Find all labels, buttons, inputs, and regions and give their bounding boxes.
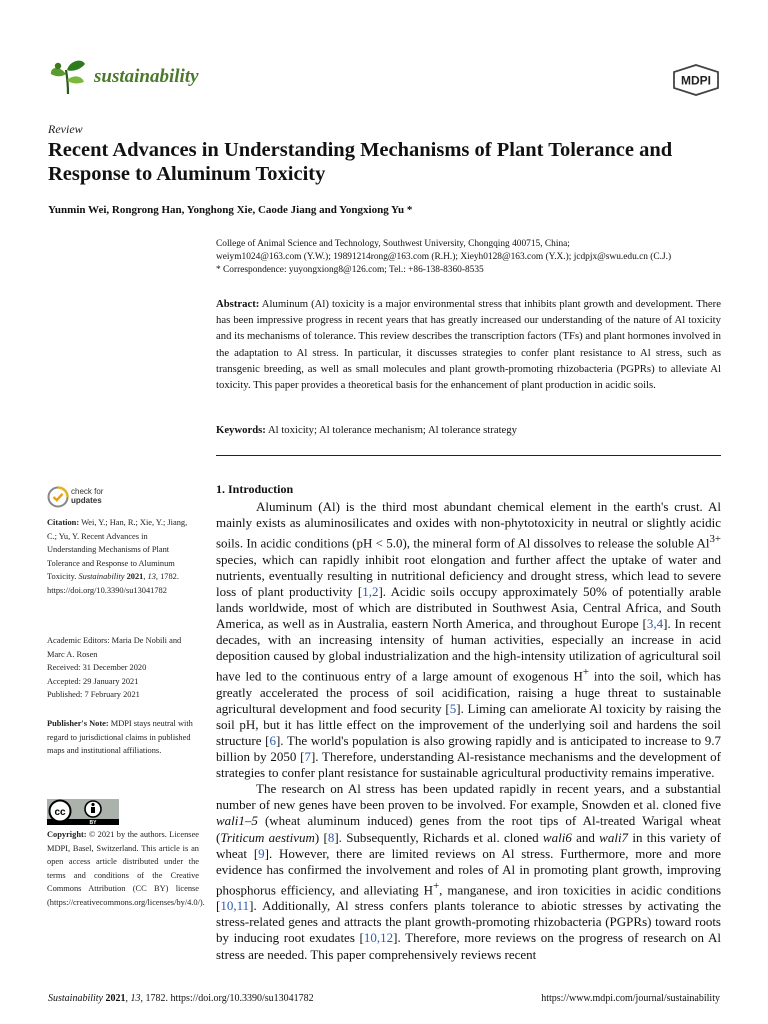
citation-link[interactable]: 10,11 [220,898,250,914]
citation-authors: Wei, Y.; Han, R.; Xie, Y.; Jiang, C.; Yu, Y. Recent Advances in Understanding Mechanisms of Plant Tolerance and Response to Aluminum Toxicity. [47,518,188,582]
publishers-note [47,717,199,758]
citation-link[interactable]: 10,12 [363,930,394,946]
copyright-text: © 2021 by the authors. Licensee MDPI, Basel, Switzerland. This article is an open access article distributed under the terms and conditions of the Creative Commons Attribution (CC BY) license (https://creativecommons.org/licenses/by/4.0/). [47,830,205,907]
citation-link[interactable]: 9 [258,845,265,861]
check-for-updates[interactable] [47,486,199,510]
received-date: Received: 31 December 2020 [47,663,147,673]
check-line2: updates [71,496,102,505]
abstract-text: Aluminum (Al) toxicity is a major environmental stress that inhibits plant growth and development. There has been impressive progress in recent years that has greatly increased our understanding of the nature of Al toxicity and its mechanisms of tolerance. This review describes the transcription factors (TFs) and plant hormones involved in the adaptation to Al stress. In particular, it discusses strategies to confer plant resistance to Al stress, such as transgenic breeding, as well as small molecules and plant growth-promoting rhizobacteria (PGPRs) to alleviate Al toxicity. This paper provides a theoretical basis for the enhancement of plant production in acidic soils. [216,298,721,392]
article-title: Recent Advances in Understanding Mechanisms of Plant Tolerance and Response to Aluminum Toxicity [48,139,673,185]
check-line1: check for [71,487,104,496]
citation-link[interactable]: 6 [269,732,276,748]
introduction-body [216,499,721,963]
citation-link[interactable]: 3,4 [646,615,664,631]
author-list: Yunmin Wei, Rongrong Han, Yonghong Xie, Caode Jiang and Yongxiong Yu * [48,204,413,216]
academic-editors: Academic Editors: Maria De Nobili and Marc A. Rosen [47,636,182,659]
copyright-label: Copyright: [47,830,87,839]
keywords-label: Keywords: [216,424,266,436]
citation-link[interactable]: 8 [327,829,335,845]
affiliation-emails: weiym1024@163.com (Y.W.); 19891214rong@163.com (R.H.); Xieyh0128@163.com (Y.X.); jcdpjx@swu.edu.cn (C.J.) [216,252,672,262]
abstract [216,296,721,393]
citation-link[interactable]: 7 [304,749,311,765]
citation-volume: 13 [147,572,156,582]
citation-link[interactable]: 5 [449,700,457,716]
svg-text:BY: BY [89,820,97,825]
journal-logo-icon [48,58,88,96]
affiliation-line: College of Animal Science and Technology, Southwest University, Chongqing 400715, China; [216,239,570,249]
affiliation-block [216,238,726,277]
citation-doi[interactable]: 1782. https://doi.org/10.3390/su13041782 [47,572,179,595]
citation-block: Citation: Wei, Y.; Han, R.; Xie, Y.; Jiang, C.; Yu, Y. Recent Advances in Understanding Mechanisms of Plant Tolerance and Response to Aluminum Toxicity. Sustainability 2021, 13, 1782. https://doi.org/10.3390/su13041782 [47,518,188,595]
accepted-date: Accepted: 29 January 2021 [47,676,139,686]
mdpi-logo[interactable] [672,64,720,96]
citation-year: 2021 [126,572,144,582]
keywords [216,422,721,438]
footer-citation: Sustainability 2021, 13, 1782. https://doi.org/10.3390/su13041782 [48,993,314,1004]
journal-header [48,58,720,98]
citation-journal: Sustainability [78,572,125,582]
svg-text:cc: cc [54,807,66,818]
intro-paragraph-2: The research on Al stress has been updated rapidly in recent years, and a substantial number of new genes have been proven to be involved. For example, Snowden et al. cloned five wali1–5 (wheat aluminum induced) genes from the root tips of Al-treated Warigal wheat (Triticum aestivum) [8]. Subsequently, Richards et al. cloned wali6 and wali7 in this variety of wheat [9]. However, there are limited reviews on Al stress. Furthermore, more and more evidence has confirmed the involvement and roles of Al in promoting plant growth, improving phosphorus efficiency, and alleviating H+, manganese, and iron toxicities in acidic conditions [10,11]. Additionally, Al stress confers plants tolerance to abiotic stresses by activating the stress-related genes and attracts the plant growth-promoting rhizobacteria (PGPRs) toward roots by inducing root exudates [10,12]. Therefore, more reviews on the progress of research on Al stress are needed. This paper comprehensively reviews recent [216,781,722,962]
section-heading: 1. Introduction [216,482,294,496]
citation-label: Citation: [47,518,80,527]
journal-name[interactable]: sustainability [94,66,199,87]
published-date: Published: 7 February 2021 [47,690,140,700]
editorial-info [47,634,199,702]
article-type: Review [48,122,83,136]
intro-paragraph-1: Aluminum (Al) is the third most abundant chemical element in the earth's crust. Al mainly exists as aluminosilicates and oxides with non-phytotoxicity in neutral or slightly acidic soils. In acidic conditions (pH < 5.0), the mineral form of Al dissolves to release the soluble $Al^{3+}$ species, which can rapidly inhibit root elongation and further affect the uptake of water and nutrients, eventually resulting in nutritional deficiency and drought stress, which lead to severe loss of plant productivity [1,2]. Acidic soils occupy approximately 50% of potentially arable lands worldwide, most of which are distributed in Southwest Asia, Central Africa, and South America, as well as in Australia, eastern North America, and throughout Europe [3,4]. In recent decades, with an increasing intensity of human activities, especially an increase in acid deposition caused by global industrialization and the high-intensity utilization of agricultural soil have led to the continuous entry of a large amount of exogenous H+ into the soil, which has greatly accelerated the process of soil acidification, raising a huge threat to sustainable agricultural development and food security [5]. Liming can ameliorate Al toxicity by raising the soil pH, but it has little effect on the improvement of the underlying soil and hardens the soil structure [6]. The world's population is also growing rapidly and is anticipated to increase to 9.7 billion by 2050 [7]. Therefore, understanding Al-resistance mechanisms and the development of strategies to confer plant resistance for sustainable agricultural productivity remains imperative. [216,499,722,781]
publisher-name: MDPI [681,73,711,88]
copyright-block [47,828,205,910]
cc-by-license-icon[interactable] [47,799,119,825]
check-updates-icon[interactable] [47,486,69,508]
correspondence: * Correspondence: yuyongxiong8@126.com; Tel.: +86-138-8360-8535 [216,265,484,275]
note-text: MDPI stays neutral with regard to jurisdictional claims in published maps and institutional affiliations. [47,719,193,756]
keywords-text: Al toxicity; Al tolerance mechanism; Al tolerance strategy [267,424,517,436]
note-label: Publisher's Note: [47,719,109,728]
footer-journal-url[interactable]: https://www.mdpi.com/journal/sustainability [541,993,720,1004]
section-divider [216,455,721,456]
abstract-label: Abstract: [216,298,260,310]
citation-link[interactable]: 1,2 [362,583,379,599]
